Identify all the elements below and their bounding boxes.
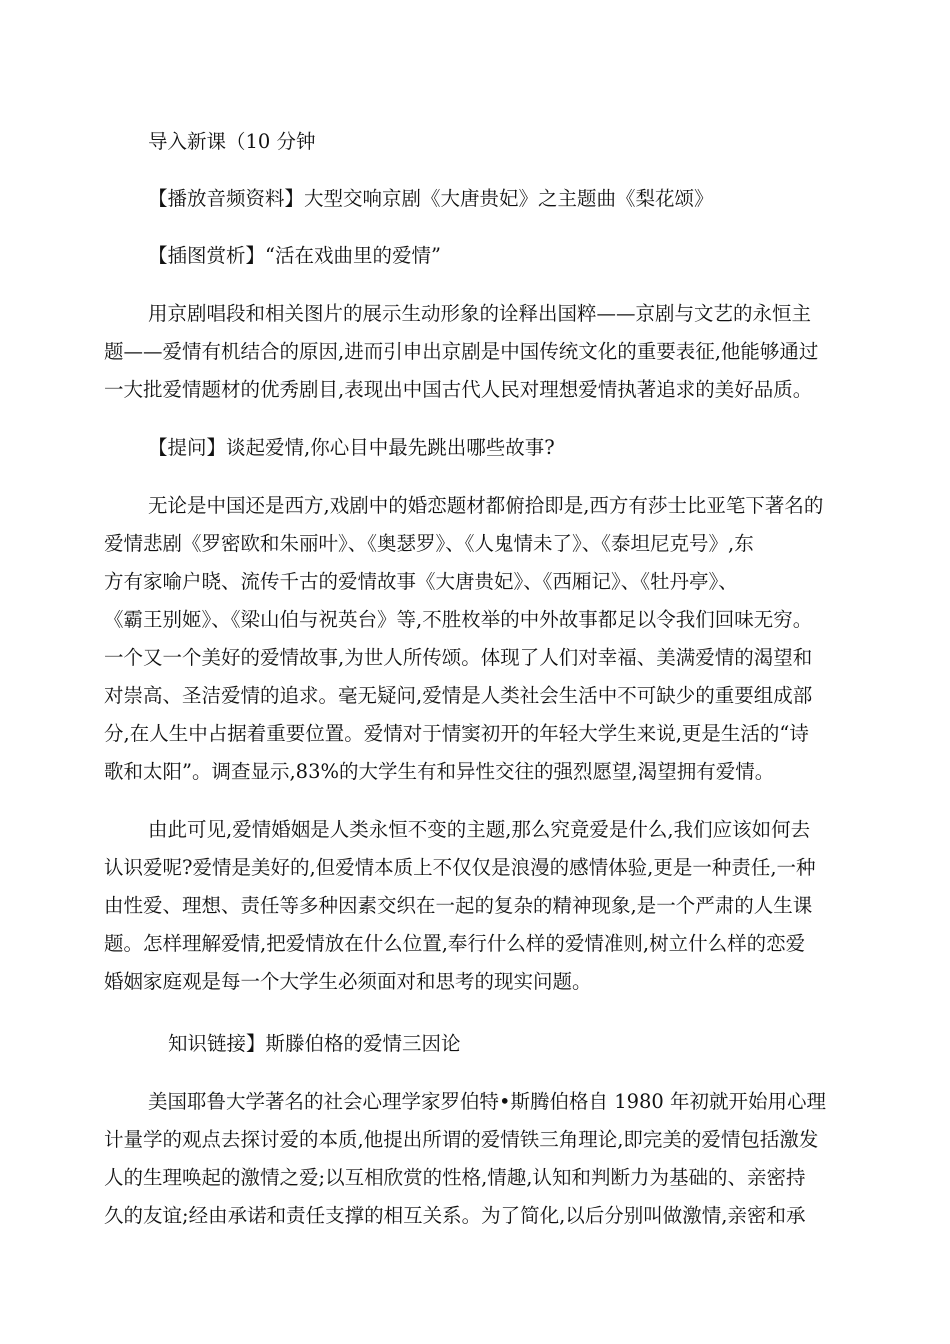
paragraph-line: 爱情悲剧《罗密欧和朱丽叶》、《奥瑟罗》、《人鬼情未了》、《泰坦尼克号》,东 — [104, 532, 754, 555]
paragraph-line: 分,在人生中占据着重要位置。爱情对于情窦初开的年轻大学生来说,更是生活的“诗 — [104, 722, 809, 745]
paragraph-line: 对崇高、圣洁爱情的追求。毫无疑问,爱情是人类社会生活中不可缺少的重要组成部 — [104, 684, 813, 707]
paragraph-line: 人的生理唤起的激情之爱;以互相欣赏的性格,情趣,认知和判断力为基础的、亲密持 — [104, 1166, 806, 1189]
paragraph-line: 久的友谊;经由承诺和责任支撑的相互关系。为了简化,以后分别叫做激情,亲密和承 — [104, 1204, 806, 1227]
paragraph-line: 婚姻家庭观是每一个大学生必须面对和思考的现实问题。 — [104, 970, 592, 993]
paragraph-line: 题。怎样理解爱情,把爱情放在什么位置,奉行什么样的爱情准则,树立什么样的恋爱 — [104, 932, 806, 955]
paragraph-line: 计量学的观点去探讨爱的本质,他提出所谓的爱情铁三角理论,即完美的爱情包括激发 — [104, 1128, 819, 1151]
paragraph-line: 由此可见,爱情婚姻是人类永恒不变的主题,那么究竟爱是什么,我们应该如何去 — [148, 818, 811, 841]
paragraph-line: 《霸王别姬》、《梁山伯与祝英台》等,不胜枚举的中外故事都足以令我们回味无穷。 — [104, 608, 813, 631]
question-line: 【提问】谈起爱情,你心目中最先跳出哪些故事? — [148, 436, 555, 459]
knowledge-link-heading: 知识链接】斯滕伯格的爱情三因论 — [168, 1032, 461, 1055]
paragraph-line: 美国耶鲁大学著名的社会心理学家罗伯特•斯腾伯格自 1980 年初就开始用心理 — [148, 1090, 827, 1113]
paragraph-line: 认识爱呢?爱情是美好的,但爱情本质上不仅仅是浪漫的感情体验,更是一种责任,一种 — [104, 856, 816, 879]
section-heading-intro: 导入新课（10 分钟 — [148, 130, 316, 153]
paragraph-line: 用京剧唱段和相关图片的展示生动形象的诠释出国粹——京剧与文艺的永恒主 — [148, 302, 812, 325]
paragraph-line: 方有家喻户晓、流传千古的爱情故事《大唐贵妃》、《西厢记》、《牡丹亭》、 — [104, 570, 738, 593]
paragraph-line: 歌和太阳”。调查显示,83%的大学生有和异性交往的强烈愿望,渴望拥有爱情。 — [104, 760, 775, 783]
illustration-appreciation-line: 【插图赏析】“活在戏曲里的爱情” — [148, 244, 441, 267]
paragraph-line: 无论是中国还是西方,戏剧中的婚恋题材都俯拾即是,西方有莎士比亚笔下著名的 — [148, 494, 824, 517]
paragraph-line: 一大批爱情题材的优秀剧目,表现出中国古代人民对理想爱情执著追求的美好品质。 — [104, 378, 813, 401]
paragraph-line: 题——爱情有机结合的原因,进而引申出京剧是中国传统文化的重要表征,他能够通过 — [104, 340, 819, 363]
paragraph-line: 一个又一个美好的爱情故事,为世人所传颂。体现了人们对幸福、美满爱情的渴望和 — [104, 646, 813, 669]
audio-material-line: 【播放音频资料】大型交响京剧《大唐贵妃》之主题曲《梨花颂》 — [148, 187, 714, 210]
paragraph-line: 由性爱、理想、责任等多种因素交织在一起的复杂的精神现象,是一个严肃的人生课 — [104, 894, 813, 917]
